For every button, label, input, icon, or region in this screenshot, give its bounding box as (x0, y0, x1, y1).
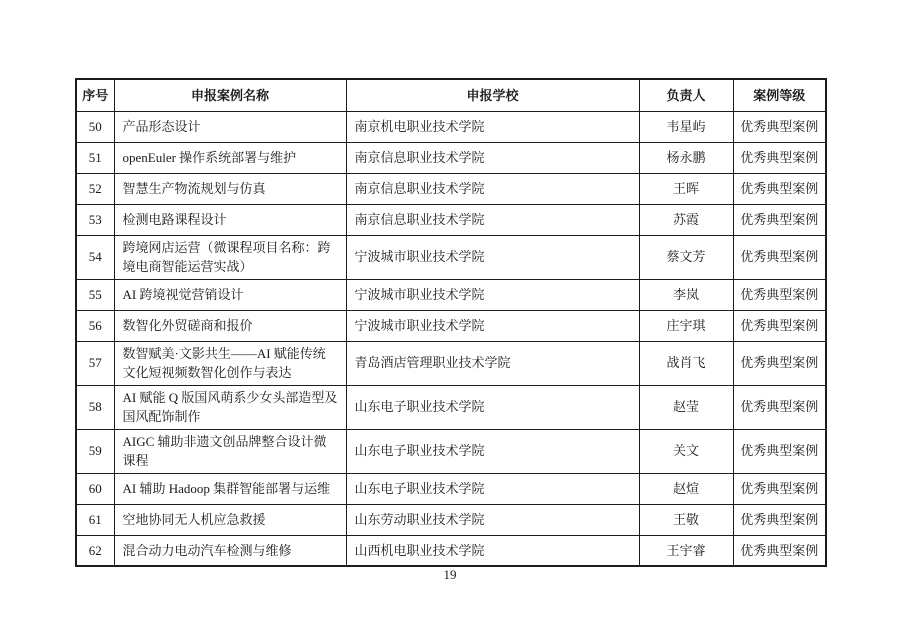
cell-case-name: 产品形态设计 (114, 111, 346, 142)
cell-case-name: 数智赋美·文影共生——AI 赋能传统文化短视频数智化创作与表达 (114, 341, 346, 385)
cell-level: 优秀典型案例 (733, 429, 826, 473)
cell-school: 山东电子职业技术学院 (346, 385, 639, 429)
cell-leader: 赵煊 (639, 473, 733, 504)
cell-level: 优秀典型案例 (733, 142, 826, 173)
cell-leader: 王晖 (639, 173, 733, 204)
cell-school: 山东电子职业技术学院 (346, 473, 639, 504)
table-row (76, 310, 826, 341)
cell-school: 宁波城市职业技术学院 (346, 279, 639, 310)
cell-case-name: 空地协同无人机应急救援 (114, 504, 346, 535)
cell-school: 山西机电职业技术学院 (346, 535, 639, 566)
page-number: 19 (443, 567, 457, 582)
cell-level: 优秀典型案例 (733, 279, 826, 310)
table-row (76, 429, 826, 473)
column-header-leader: 负责人 (639, 79, 733, 111)
cell-school: 南京信息职业技术学院 (346, 173, 639, 204)
cell-no: 60 (76, 473, 114, 504)
cell-school: 宁波城市职业技术学院 (346, 235, 639, 279)
cell-no: 61 (76, 504, 114, 535)
cell-leader: 王宇睿 (639, 535, 733, 566)
column-header-no: 序号 (76, 79, 114, 111)
cell-no: 51 (76, 142, 114, 173)
table-row (76, 235, 826, 279)
cell-school: 青岛酒店管理职业技术学院 (346, 341, 639, 385)
table-row (76, 111, 826, 142)
cell-leader: 杨永鹏 (639, 142, 733, 173)
column-header-case-name: 申报案例名称 (114, 79, 346, 111)
cell-school: 山东电子职业技术学院 (346, 429, 639, 473)
table-header-row (76, 79, 826, 111)
cell-no: 50 (76, 111, 114, 142)
table-row (76, 142, 826, 173)
cell-no: 53 (76, 204, 114, 235)
cell-school: 山东劳动职业技术学院 (346, 504, 639, 535)
cell-leader: 战肖飞 (639, 341, 733, 385)
table-row (76, 279, 826, 310)
cell-level: 优秀典型案例 (733, 310, 826, 341)
table-row (76, 341, 826, 385)
cell-school: 南京信息职业技术学院 (346, 204, 639, 235)
cell-level: 优秀典型案例 (733, 473, 826, 504)
cell-leader: 赵莹 (639, 385, 733, 429)
cell-no: 56 (76, 310, 114, 341)
cell-no: 55 (76, 279, 114, 310)
cell-no: 57 (76, 341, 114, 385)
cell-leader: 王敬 (639, 504, 733, 535)
cell-no: 54 (76, 235, 114, 279)
cell-case-name: 混合动力电动汽车检测与维修 (114, 535, 346, 566)
cell-level: 优秀典型案例 (733, 111, 826, 142)
cell-case-name: 智慧生产物流规划与仿真 (114, 173, 346, 204)
cell-leader: 韦星屿 (639, 111, 733, 142)
cell-leader: 苏霞 (639, 204, 733, 235)
cell-case-name: 跨境网店运营（微课程项目名称：跨境电商智能运营实战） (114, 235, 346, 279)
cell-school: 南京信息职业技术学院 (346, 142, 639, 173)
cell-case-name: AIGC 辅助非遗文创品牌整合设计微课程 (114, 429, 346, 473)
cell-leader: 庄宇琪 (639, 310, 733, 341)
table-row (76, 504, 826, 535)
cell-case-name: AI 赋能 Q 版国风萌系少女头部造型及国风配饰制作 (114, 385, 346, 429)
column-header-level: 案例等级 (733, 79, 826, 111)
cell-no: 58 (76, 385, 114, 429)
cases-table (75, 78, 827, 567)
cell-level: 优秀典型案例 (733, 173, 826, 204)
cell-level: 优秀典型案例 (733, 535, 826, 566)
table-row (76, 204, 826, 235)
cell-no: 62 (76, 535, 114, 566)
column-header-school: 申报学校 (346, 79, 639, 111)
cell-school: 南京机电职业技术学院 (346, 111, 639, 142)
cell-case-name: AI 跨境视觉营销设计 (114, 279, 346, 310)
cell-case-name: AI 辅助 Hadoop 集群智能部署与运维 (114, 473, 346, 504)
cell-leader: 蔡文芳 (639, 235, 733, 279)
cell-no: 52 (76, 173, 114, 204)
table-row (76, 385, 826, 429)
cell-leader: 关文 (639, 429, 733, 473)
table-row (76, 535, 826, 566)
cell-level: 优秀典型案例 (733, 204, 826, 235)
cell-case-name: 检测电路课程设计 (114, 204, 346, 235)
cell-school: 宁波城市职业技术学院 (346, 310, 639, 341)
cell-case-name: openEuler 操作系统部署与维护 (114, 142, 346, 173)
cell-level: 优秀典型案例 (733, 385, 826, 429)
cell-no: 59 (76, 429, 114, 473)
table-row (76, 473, 826, 504)
cell-level: 优秀典型案例 (733, 235, 826, 279)
cell-level: 优秀典型案例 (733, 341, 826, 385)
table-row (76, 173, 826, 204)
cell-case-name: 数智化外贸磋商和报价 (114, 310, 346, 341)
cell-level: 优秀典型案例 (733, 504, 826, 535)
cell-leader: 李岚 (639, 279, 733, 310)
